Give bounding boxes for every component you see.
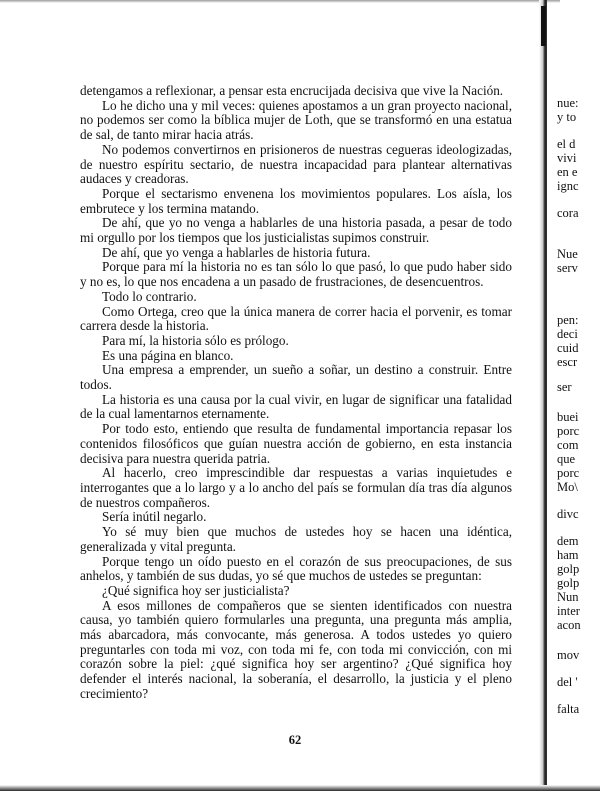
page-number: 62 <box>288 733 302 747</box>
facing-page-line: vivi <box>557 151 577 165</box>
facing-page-line: serv <box>557 261 578 275</box>
paragraph: A esos millones de compañeros que se sienten identificados con nuestra causa, yo también quiero formularles una pregunta, una pregunta más amplia, más abarcadora, más convocante, más generosa. A todos ustedes yo quiero preguntarles con toda mi voz, con toda mi fe, con toda mi convicción, con mi corazón sobre la piel: ¿qué significa hoy ser argentino? ¿Qué significa hoy defender el interés nacional, la soberanía, el desarrollo, la justicia y el pleno crecimiento? <box>80 597 512 701</box>
paragraph: De ahí, que yo venga a hablarles de historia futura. <box>102 244 371 260</box>
paragraph: Lo he dicho una y mil veces: quienes apostamos a un gran proyecto nacional, no podemos ser como la bíblica mujer de Loth, que se transformó en una estatua de sal, de tanto mirar hacia atrás. <box>80 97 512 143</box>
paragraph: Todo lo contrario. <box>102 288 197 304</box>
paragraph: De ahí, que yo no venga a hablarles de una historia pasada, a pesar de todo mi orgullo por los tiempos que los justicialistas supimos construir. <box>80 215 512 246</box>
paragraph: Porque tengo un oído puesto en el corazón de sus preocupaciones, de sus anhelos, y también de sus dudas, yo sé que muchos de ustedes se preguntan: <box>80 553 512 584</box>
paragraph: Yo sé muy bien que muchos de ustedes hoy se hacen una idéntica, generalizada y vital pregunta. <box>80 524 512 554</box>
facing-page-line: escr <box>557 355 578 369</box>
book-gutter <box>539 0 547 791</box>
facing-page-line: pen: <box>557 313 579 327</box>
scan-bottom-edge <box>0 785 600 791</box>
paragraph: Porque para mí la historia no es tan sólo lo que pasó, lo que pudo haber sido y no es, lo que nos encadena a un pasado de frustraciones, de desencuentros. <box>80 259 512 290</box>
facing-page-line: Nue <box>557 247 578 261</box>
paragraph: Sería inútil negarlo. <box>102 509 207 525</box>
paragraph: Al hacerlo, creo imprescindible dar respuestas a varias inquietudes e interrogantes que a lo largo y a lo ancho del país se formulan día tras día algunos de nuestros compañeros. <box>80 465 512 510</box>
facing-page-line: dem <box>557 534 579 548</box>
paragraph: No podemos convertirnos en prisioneros de nuestras cegueras ideologizadas, de nuestro espíritu sectario, de nuestra incapacidad para plantear alternativas audaces y creadoras. <box>80 141 512 187</box>
facing-page-line: porc <box>557 424 580 438</box>
paragraph: Como Ortega, creo que la única manera de correr hacia el porvenir, es tomar carrera desde la historia. <box>80 303 512 334</box>
facing-page-line: Mo\ <box>557 480 578 494</box>
facing-page-fragment <box>547 0 600 791</box>
facing-page-line: inter <box>557 604 580 618</box>
paragraph: ¿Qué significa hoy ser justicialista? <box>102 582 290 598</box>
facing-page-line: com <box>557 438 579 452</box>
facing-page-line: en e <box>557 165 578 179</box>
paragraph: Para mí, la historia sólo es prólogo. <box>102 332 289 348</box>
body-text <box>80 84 512 702</box>
paragraph: detengamos a reflexionar, a pensar esta encrucijada decisiva que vive la Nación. <box>80 83 504 98</box>
facing-page-line: falta <box>557 702 580 716</box>
paragraph: La historia es una causa por la cual vivir, en lugar de significar una fatalidad de la cual lamentarnos eternamente. <box>80 391 512 422</box>
facing-page-line: divc <box>557 507 579 521</box>
facing-page-line: ignc <box>557 179 579 193</box>
facing-page-line: el d <box>557 137 576 151</box>
facing-page-line: ser <box>557 380 572 394</box>
facing-page-line: cuid <box>557 341 579 355</box>
facing-page-line: porc <box>557 466 580 480</box>
facing-page-line: nue: <box>557 96 579 110</box>
facing-page-line: buei <box>557 410 579 424</box>
facing-page-line: del ' <box>557 675 578 689</box>
gutter-shadow-mark <box>541 6 546 46</box>
paragraph: Una empresa a emprender, un sueño a soñar, un destino a construir. Entre todos. <box>80 362 512 393</box>
facing-page-line: que <box>557 452 576 466</box>
paragraph: Porque el sectarismo envenena los movimientos populares. Los aísla, los embrutece y los termina matando. <box>80 185 512 216</box>
facing-page-line: deci <box>557 327 578 341</box>
facing-page-line: golp <box>557 562 580 576</box>
facing-page-line: y to <box>557 110 577 124</box>
facing-page-line: golp <box>557 576 580 590</box>
facing-page-line: cora <box>557 206 579 220</box>
scan-top-edge <box>0 0 560 3</box>
facing-page-line: ham <box>557 548 579 562</box>
paragraph: Es una página en blanco. <box>102 347 234 363</box>
paragraph: Por todo esto, entiendo que resulta de fundamental importancia repasar los contenidos filosóficos que guían nuestra acción de gobierno, en esta instancia decisiva para nuestra querida patria. <box>80 421 512 466</box>
facing-page-line: Nun <box>557 590 579 604</box>
facing-page-line: acon <box>557 618 581 632</box>
facing-page-line: mov <box>557 648 580 662</box>
